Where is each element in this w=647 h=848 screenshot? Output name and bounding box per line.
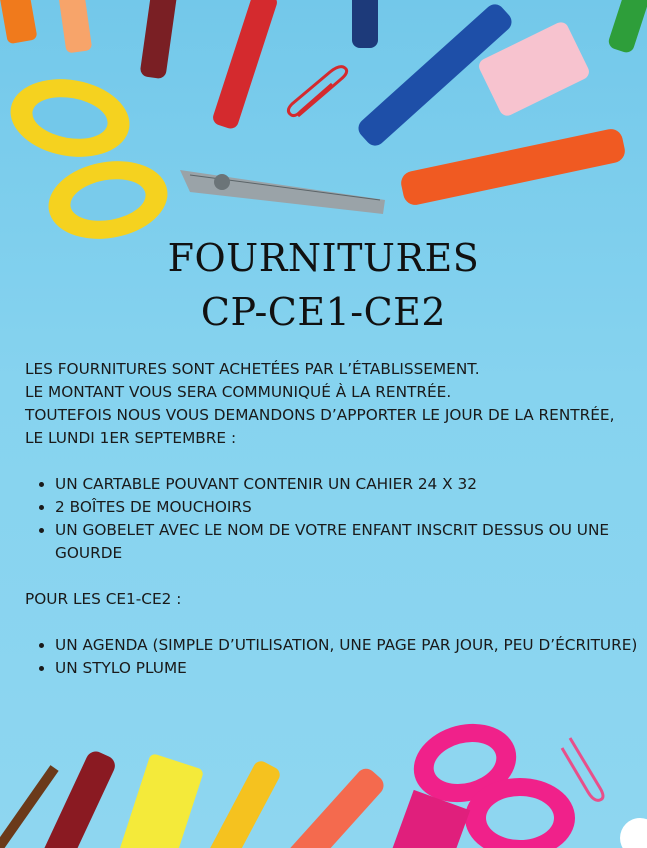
pink-paperclip-icon bbox=[562, 738, 603, 800]
salmon-crayon-icon bbox=[278, 765, 387, 848]
page-title: FOURNITURES bbox=[167, 236, 480, 280]
school-supplies-bottom-illustration bbox=[0, 718, 647, 848]
yellow-highlighter-icon bbox=[108, 753, 205, 848]
ce1-ce2-supplies-list bbox=[25, 634, 645, 680]
intro-line-2: LE MONTANT VOUS SERA COMMUNIQUÉ À LA RENTRÉE. bbox=[25, 383, 452, 401]
white-object-icon bbox=[620, 818, 647, 848]
list-item: • UN AGENDA (SIMPLE D’UTILISATION, UNE PAGE PAR JOUR, PEU D’ÉCRITURE) bbox=[55, 634, 645, 657]
supplies-content bbox=[25, 358, 645, 680]
list-item: • UN STYLO PLUME bbox=[55, 657, 645, 680]
yellow-crayon-icon bbox=[201, 758, 282, 848]
green-crayon-icon bbox=[607, 0, 647, 54]
navy-crayon-icon bbox=[352, 0, 378, 48]
scissors-icon bbox=[4, 70, 385, 240]
list-item: • 2 BOÎTES DE MOUCHOIRS bbox=[55, 496, 645, 519]
paintbrush-icon bbox=[0, 765, 59, 848]
intro-line-1: LES FOURNITURES SONT ACHETÉES PAR L’ÉTABLISSEMENT. bbox=[25, 360, 480, 378]
orange-pencil-icon bbox=[399, 127, 627, 207]
orange-crayon-icon bbox=[0, 0, 38, 44]
dark-red-crayon-icon bbox=[32, 748, 118, 848]
supplies-list bbox=[25, 473, 645, 565]
paperclip-icon bbox=[288, 67, 346, 116]
pink-scissors-icon bbox=[390, 718, 575, 848]
brown-crayon-icon bbox=[139, 0, 177, 79]
list-item: • UN CARTABLE POUVANT CONTENIR UN CAHIER 24 X 32 bbox=[55, 473, 645, 496]
page-subtitle: CP-CE1-CE2 bbox=[200, 290, 447, 334]
section-heading: POUR LES CE1-CE2 : bbox=[25, 590, 182, 608]
school-supplies-top-illustration bbox=[0, 0, 647, 240]
list-item: • UN GOBELET AVEC LE NOM DE VOTRE ENFANT INSCRIT DESSUS OU UNE GOURDE bbox=[55, 519, 645, 565]
intro-line-4: LE LUNDI 1ER SEPTEMBRE : bbox=[25, 429, 237, 447]
intro-line-3: TOUTEFOIS NOUS VOUS DEMANDONS D’APPORTER LE JOUR DE LA RENTRÉE, bbox=[25, 406, 615, 424]
red-crayon-icon bbox=[211, 0, 279, 131]
peach-crayon-icon bbox=[58, 0, 92, 53]
